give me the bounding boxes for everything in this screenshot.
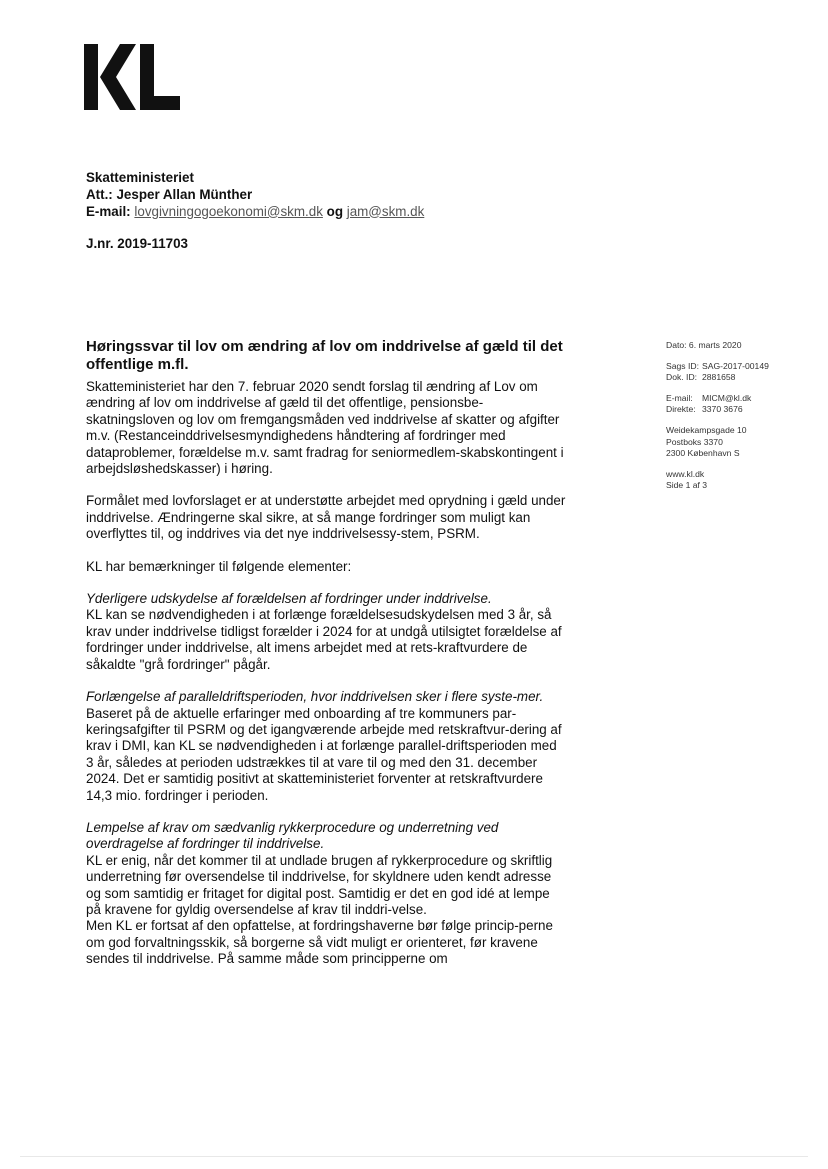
section-body: Men KL er fortsat af den opfattelse, at fordringshaverne bør følge princip-perne om god forvaltningsskik, så borgerne så vidt muligt er orienteret, før kravene sendes til inddrivelse. På samme måde som principperne om [86,918,553,967]
dok-id-value: 2881658 [702,372,736,383]
letter-title: Høringssvar til lov om ændring af lov om inddrivelse af gæld til det offentlige m.fl. [86,338,563,373]
email-join: og [326,203,343,219]
address-line-3: 2300 København S [666,448,740,459]
sidebar-sags-id [666,361,816,373]
letter-body [86,338,566,968]
email-label: E-mail: [666,392,693,403]
journal-number: J.nr. 2019-11703 [86,236,189,251]
sidebar-dok-id [666,372,816,384]
recipient-block [86,170,526,220]
dok-id-label: Dok. ID: [666,372,698,383]
page-bottom-rule [20,1156,808,1157]
paragraph-intro: Skatteministeriet har den 7. februar 2020 sendt forslag til ændring af Lov om ændring af lov om inddrivelse af gæld til det offentlige, pensionsbe-skatningsloven og lov om fremgangsmåden ved inddrivelse af skatter og afgifter m.v. (Restanceinddrivelsesmyndighedens håndtering af fordringer med dataproblemer, forældelse m.v. samt fradrag for seniormedlem-skabskontingent i arbejdsløshedskasser) i høring. [86,379,564,477]
section-heading: Forlængelse af paralleldriftsperioden, hvor inddrivelsen sker i flere syste-mer. [86,689,544,705]
paragraph-remarks: KL har bemærkninger til følgende elementer: [86,558,352,574]
section-statute-limitation [86,591,566,673]
email-label: E-mail: [86,203,131,219]
recipient-name: Skatteministeriet [86,170,194,185]
section-body: KL er enig, når det kommer til at undlade brugen af rykkerprocedure og skriftlig underretning før oversendelse til inddrivelse, for skyldnere uden kendt adresse og som samtidig er fritaget for digital post. Samtidig er det en god idé at lempe på kravene for gyldig oversendelse af krav til inddri-velse. [86,852,553,917]
section-body: Baseret på de aktuelle erfaringer med onboarding af tre kommuners par-keringsafgifter til PSRM og det igangværende arbejde med retskraftvur-dering af krav i DMI, kan KL se nødvendigheden i at forlænge parallel-driftsperioden med 3 år, således at perioden udstrækkes til at vare til og med den 31. december 2024. Det er samtidig positivt at skatteministeriet forventer at retskraftvurdere 14,3 mio. fordringer i perioden. [86,705,562,803]
sidebar-website[interactable]: www.kl.dk [666,468,705,479]
address-line-1: Weidekampsgade 10 [666,424,747,435]
section-body: KL kan se nødvendigheden i at forlænge forældelsesudskydelsen med 3 år, så krav under inddrivelse tidligst forælder i 2024 for at undgå utilsigtet forældelse af fordringer under inddrivelse, alt imens arbejdet med at rets-kraftvurdere de såkaldte "grå fordringer" pågår. [86,607,562,672]
section-heading: Yderligere udskydelse af forældelsen af fordringer under inddrivelse. [86,591,492,607]
recipient-email-line [86,204,526,221]
sidebar-date: Dato: 6. marts 2020 [666,340,742,350]
direct-label: Direkte: [666,404,696,415]
recipient-att: Att.: Jesper Allan Münther [86,186,253,202]
sags-id-value: SAG-2017-00149 [702,360,769,371]
email-link-2[interactable]: jam@skm.dk [346,203,425,219]
page-indicator: Side 1 af 3 [666,480,708,491]
address-line-2: Postboks 3370 [666,436,723,447]
kl-logo [84,44,180,110]
sidebar-direct-phone [666,404,816,416]
email-value[interactable]: MICM@kl.dk [702,392,752,403]
section-heading: Lempelse af krav om sædvanlig rykkerprocedure og underretning ved overdragelse af fordringer til inddrivelse. [86,819,499,852]
sags-id-label: Sags ID: [666,360,699,371]
direct-value: 3370 3676 [702,404,743,415]
email-link-1[interactable]: lovgivningogoekonomi@skm.dk [134,203,323,219]
paragraph-purpose: Formålet med lovforslaget er at understøtte arbejdet med oprydning i gæld under inddrivelse. Ændringerne skal sikre, at så mange fordringer som muligt kan overflyttes til, og inddrives via det nye inddrivelsessy-stem, PSRM. [86,493,566,542]
section-reminder-procedure [86,820,566,968]
section-parallel-operation [86,689,566,804]
sidebar-meta [666,340,816,501]
sidebar-email [666,393,816,405]
